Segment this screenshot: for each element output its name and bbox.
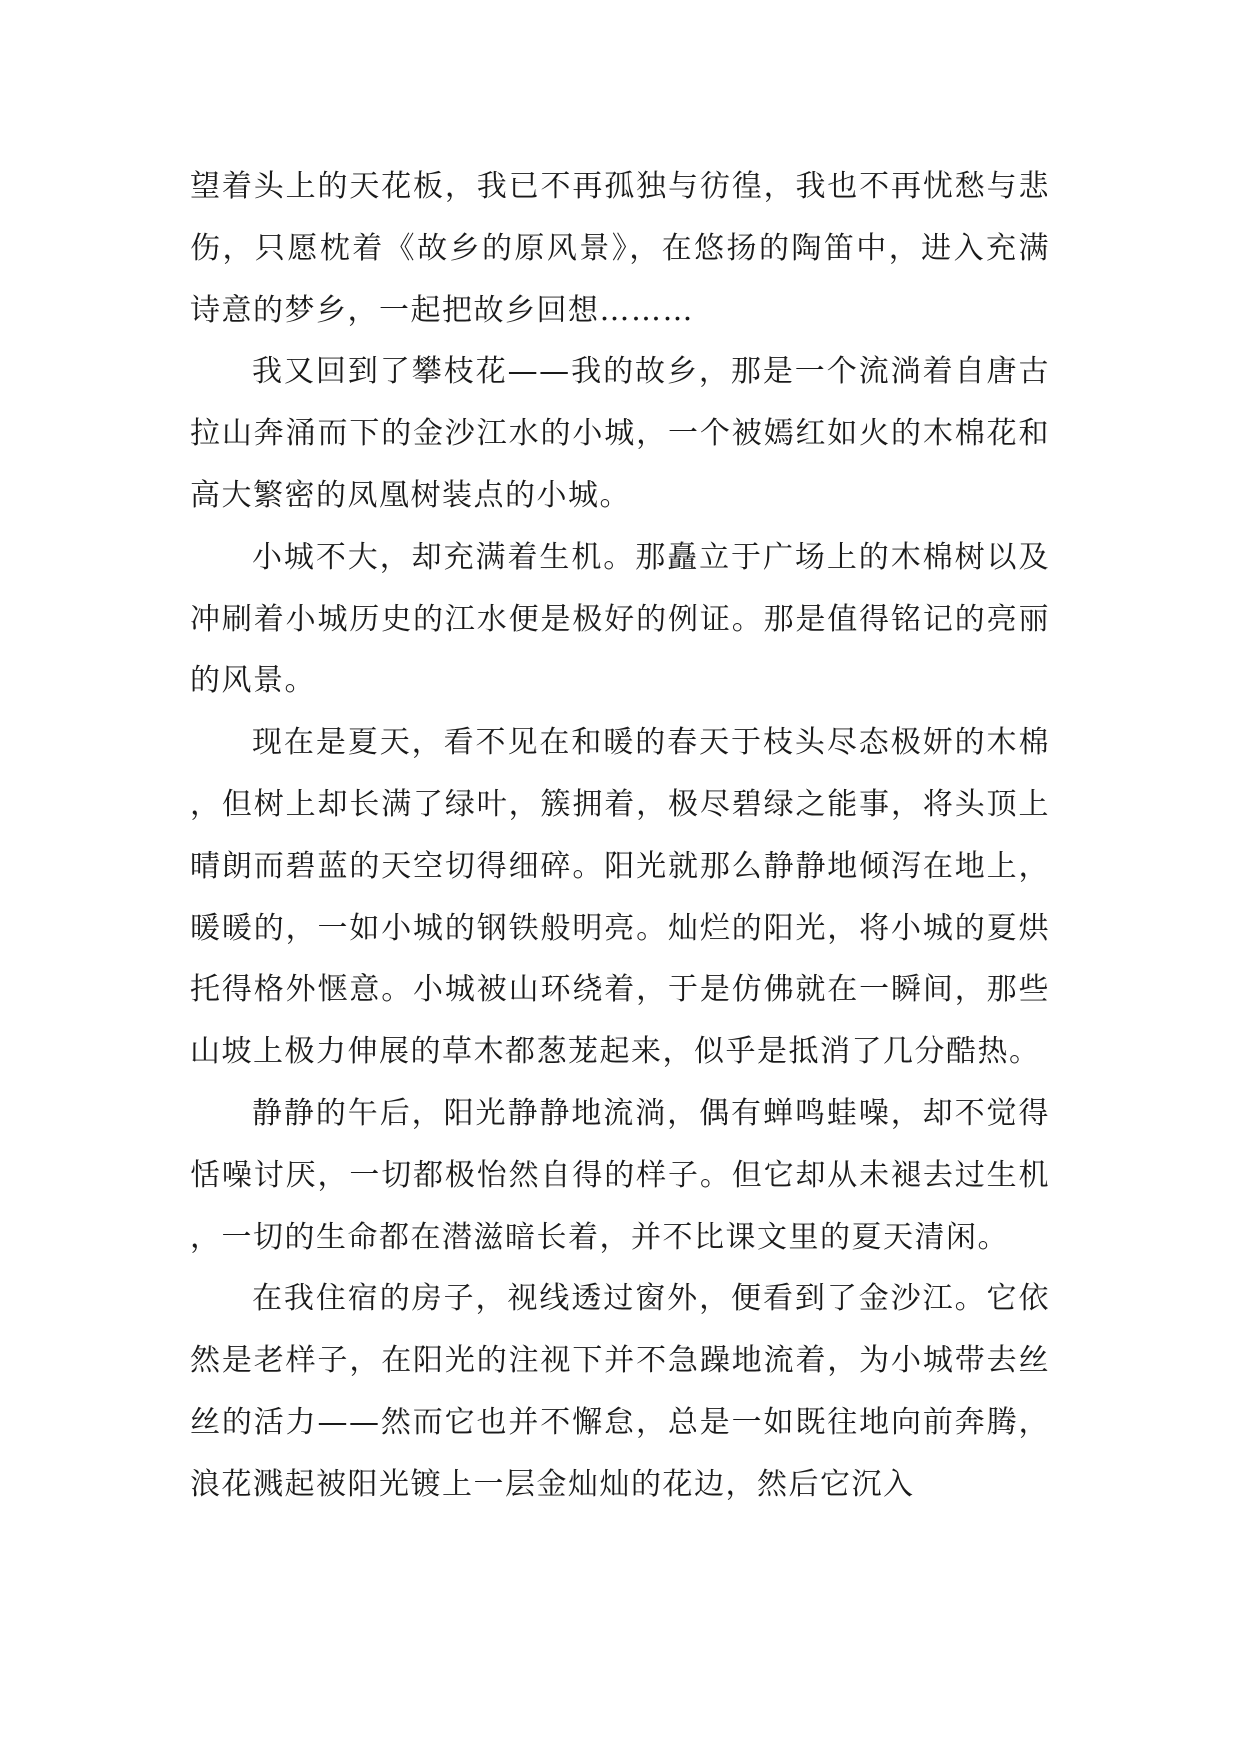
paragraph-6: 在我住宿的房子，视线透过窗外，便看到了金沙江。它依然是老样子，在阳光的注视下并不急躁地流着，为小城带去丝丝的活力——然而它也并不懈怠，总是一如既往地向前奔腾，浪花溅起被阳光镀上一层金灿灿的花边，然后它沉入 (190, 1281, 1050, 1502)
paragraph-5: 静静的午后，阳光静静地流淌，偶有蝉鸣蛙噪，却不觉得恬噪讨厌，一切都极怡然自得的样子。但它却从未褪去过生机，一切的生命都在潜滋暗长着，并不比课文里的夏天清闲。 (190, 1095, 1050, 1255)
paragraph-4: 现在是夏天，看不见在和暖的春天于枝头尽态极妍的木棉，但树上却长满了绿叶，簇拥着，极尽碧绿之能事，将头顶上晴朗而碧蓝的天空切得细碎。阳光就那么静静地倾泻在地上，暖暖的，一如小城的钢铁般明亮。灿烂的阳光，将小城的夏烘托得格外惬意。小城被山环绕着，于是仿佛就在一瞬间，那些山坡上极力伸展的草木都葱茏起来，似乎是抵消了几分酷热。 (190, 725, 1050, 1070)
paragraph-1: 望着头上的天花板，我已不再孤独与彷徨，我也不再忧愁与悲伤，只愿枕着《故乡的原风景》，在悠扬的陶笛中，进入充满诗意的梦乡，一起把故乡回想……… (190, 169, 1050, 328)
paragraph-2: 我又回到了攀枝花——我的故乡，那是一个流淌着自唐古拉山奔涌而下的金沙江水的小城，一个被嫣红如火的木棉花和高大繁密的凤凰树装点的小城。 (190, 354, 1050, 513)
document-body (190, 156, 1050, 1516)
paragraph-3: 小城不大，却充满着生机。那矗立于广场上的木棉树以及冲刷着小城历史的江水便是极好的例证。那是值得铭记的亮丽的风景。 (190, 539, 1050, 699)
